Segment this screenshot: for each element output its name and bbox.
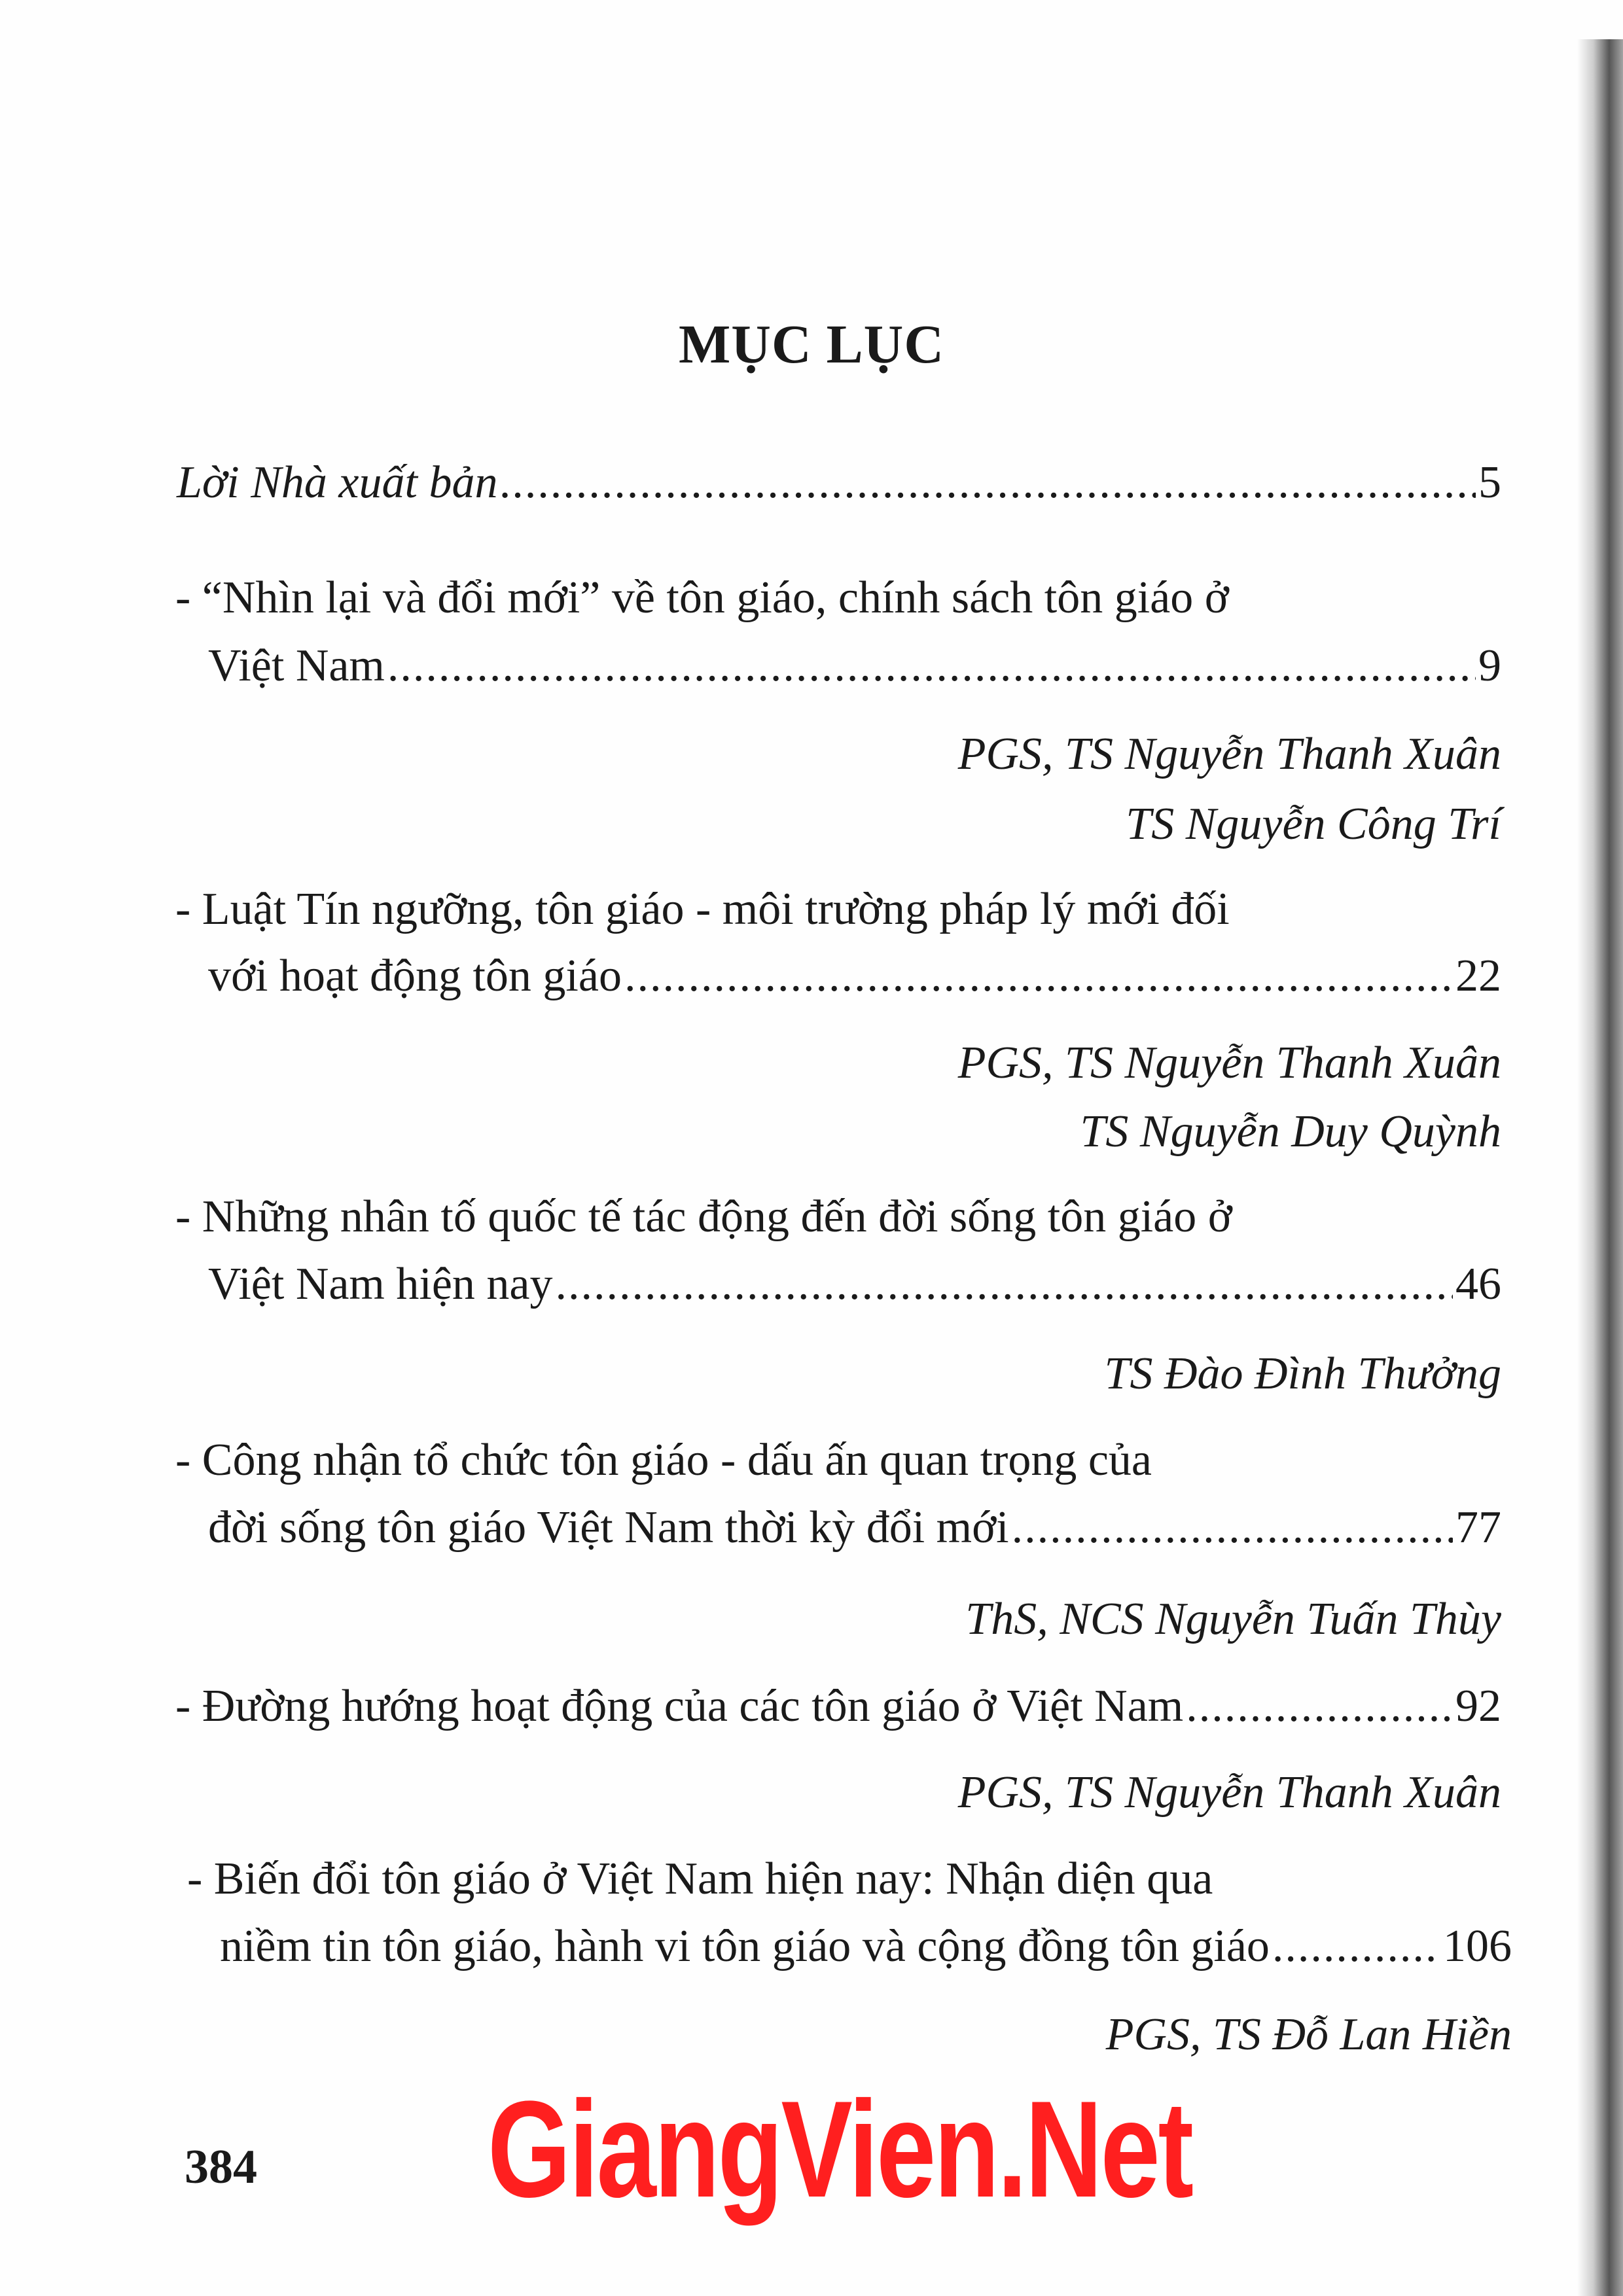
toc-entry-title: với hoạt động tôn giáo [208, 951, 622, 1001]
toc-entry-last-line [220, 1914, 1512, 1979]
toc-entry-publisher-note [177, 450, 1501, 516]
toc-entry-title-line: - Những nhân tố quốc tế tác động đến đời sống tôn giáo ở [175, 1192, 1232, 1242]
toc-entry-title-line: - “Nhìn lại và đổi mới” về tôn giáo, chính sách tôn giáo ở [175, 573, 1229, 623]
toc-author: ThS, NCS Nguyễn Tuấn Thùy [965, 1594, 1501, 1644]
dot-leader [555, 1252, 1453, 1317]
dot-leader [387, 633, 1476, 699]
toc-author: TS Đào Đình Thưởng [1104, 1349, 1501, 1399]
dot-leader [1186, 1674, 1453, 1739]
toc-author: PGS, TS Nguyễn Thanh Xuân [957, 1767, 1501, 1818]
toc-entry-title: đời sống tôn giáo Việt Nam thời kỳ đổi mới [208, 1502, 1009, 1553]
page-title: MỤC LỤC [679, 314, 944, 375]
toc-entry-title: Việt Nam [208, 641, 385, 691]
toc-page-number: 106 [1443, 1921, 1512, 1971]
toc-entry-last-line [208, 944, 1501, 1009]
toc-entry-title: Lời Nhà xuất bản [177, 457, 498, 508]
dot-leader [624, 944, 1453, 1009]
toc-page-number: 77 [1455, 1502, 1501, 1553]
toc-entry-title: - Đường hướng hoạt động của các tôn giáo ở Việt Nam [175, 1681, 1184, 1731]
toc-entry-last-line [208, 1252, 1501, 1317]
toc-entry-title-line: - Biến đổi tôn giáo ở Việt Nam hiện nay: Nhận diện qua [187, 1854, 1213, 1904]
toc-author: PGS, TS Đỗ Lan Hiền [1105, 2009, 1512, 2060]
toc-page-number: 46 [1455, 1259, 1501, 1309]
toc-author: TS Nguyễn Duy Quỳnh [1080, 1106, 1501, 1157]
book-edge-shadow [1577, 39, 1623, 2296]
toc-entry-last-line [175, 1674, 1501, 1739]
toc-entry-title-line: - Luật Tín ngưỡng, tôn giáo - môi trường pháp lý mới đối [175, 884, 1230, 934]
watermark: GiangVien.Net [488, 2072, 1192, 2226]
dot-leader [1012, 1495, 1453, 1561]
toc-author: PGS, TS Nguyễn Thanh Xuân [957, 1038, 1501, 1088]
toc-entry-title: niềm tin tôn giáo, hành vi tôn giáo và cộng đồng tôn giáo [220, 1921, 1270, 1971]
toc-entry-last-line [208, 1495, 1501, 1561]
toc-page-number: 92 [1455, 1681, 1501, 1731]
toc-author: TS Nguyễn Công Trí [1126, 799, 1501, 849]
toc-entry-title: Việt Nam hiện nay [208, 1259, 553, 1309]
toc-page-number: 5 [1478, 457, 1501, 508]
toc-author: PGS, TS Nguyễn Thanh Xuân [957, 729, 1501, 779]
dot-leader [1272, 1914, 1440, 1979]
toc-entry-last-line [208, 633, 1501, 699]
toc-page-number: 22 [1455, 951, 1501, 1001]
page-number: 384 [185, 2140, 257, 2194]
toc-page-number: 9 [1478, 641, 1501, 691]
dot-leader [500, 450, 1476, 516]
toc-entry-title-line: - Công nhận tổ chức tôn giáo - dấu ấn quan trọng của [175, 1435, 1152, 1485]
